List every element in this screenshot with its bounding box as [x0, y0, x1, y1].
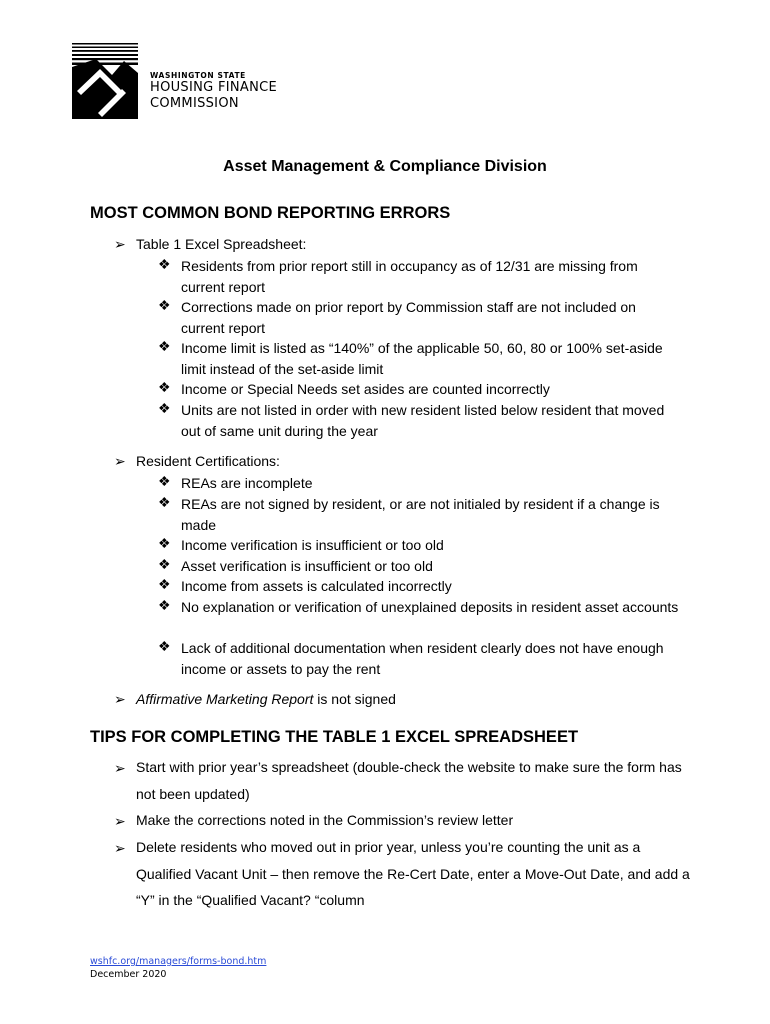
- logo-line-3: COMMISSION: [150, 96, 239, 111]
- arrow-bullet-icon: ➢: [114, 236, 126, 252]
- report-status: is not signed: [313, 691, 396, 707]
- list-item-label: [136, 691, 396, 707]
- diamond-bullet-icon: ❖: [158, 379, 171, 395]
- sub-list-text: Units are not listed in order with new resident listed below resident that moved out of same unit during the year: [181, 402, 665, 439]
- logo-line-2: HOUSING FINANCE: [150, 80, 277, 95]
- tip-text: Delete residents who moved out in prior year, unless you’re counting the unit as a Qualified Vacant Unit – then remove the Re-Cert Date, enter a Move-Out Date, and add a “Y” in the “Qualified Vacant? “column: [136, 839, 690, 908]
- sub-list-text: Corrections made on prior report by Commission staff are not included on current report: [181, 299, 636, 336]
- diamond-bullet-icon: ❖: [158, 556, 171, 572]
- sub-list-text: No explanation or verification of unexplained deposits in resident asset accounts: [181, 599, 679, 615]
- report-name: Affirmative Marketing Report: [136, 691, 314, 707]
- diamond-bullet-icon: ❖: [158, 638, 171, 654]
- list-item-label: Table 1 Excel Spreadsheet:: [136, 236, 307, 252]
- wshfc-logo: [72, 43, 302, 121]
- arrow-bullet-icon: ➢: [114, 453, 126, 469]
- arrow-bullet-icon: ➢: [114, 813, 126, 829]
- diamond-bullet-icon: ❖: [158, 297, 171, 313]
- arrow-bullet-icon: ➢: [114, 691, 126, 707]
- sub-list-text: REAs are incomplete: [181, 475, 313, 491]
- sub-list-text: Residents from prior report still in occupancy as of 12/31 are missing from current report: [181, 258, 638, 295]
- sub-list-text: Asset verification is insufficient or too old: [181, 558, 433, 574]
- arrow-bullet-icon: ➢: [114, 840, 126, 856]
- footer: [90, 955, 266, 981]
- tip-text: Start with prior year’s spreadsheet (double-check the website to make sure the form has not been updated): [136, 759, 682, 802]
- sub-list-text: REAs are not signed by resident, or are not initialed by resident if a change is made: [181, 496, 660, 533]
- diamond-bullet-icon: ❖: [158, 535, 171, 551]
- section-heading-tips: TIPS FOR COMPLETING THE TABLE 1 EXCEL SPREADSHEET: [90, 728, 579, 746]
- diamond-bullet-icon: ❖: [158, 597, 171, 613]
- tip-text: Make the corrections noted in the Commission’s review letter: [136, 812, 514, 828]
- diamond-bullet-icon: ❖: [158, 400, 171, 416]
- section-heading-errors: MOST COMMON BOND REPORTING ERRORS: [90, 204, 451, 222]
- diamond-bullet-icon: ❖: [158, 256, 171, 272]
- sub-list-text: Income or Special Needs set asides are counted incorrectly: [181, 381, 550, 397]
- sub-list-text: Income limit is listed as “140%” of the applicable 50, 60, 80 or 100% set-aside limit instead of the set-aside limit: [181, 340, 663, 377]
- logo-line-1: WASHINGTON STATE: [150, 71, 246, 80]
- sub-list-text: Income from assets is calculated incorrectly: [181, 578, 452, 594]
- sub-list-text: Income verification is insufficient or too old: [181, 537, 444, 553]
- diamond-bullet-icon: ❖: [158, 494, 171, 510]
- list-item-label: Resident Certifications:: [136, 453, 280, 469]
- diamond-bullet-icon: ❖: [158, 473, 171, 489]
- diamond-bullet-icon: ❖: [158, 338, 171, 354]
- arrow-bullet-icon: ➢: [114, 760, 126, 776]
- forms-link[interactable]: wshfc.org/managers/forms-bond.htm: [90, 956, 267, 967]
- division-title: Asset Management & Compliance Division: [223, 158, 547, 175]
- mountain-logo-icon: [72, 43, 142, 119]
- sub-list-text: Lack of additional documentation when resident clearly does not have enough income or assets to pay the rent: [181, 640, 664, 677]
- diamond-bullet-icon: ❖: [158, 576, 171, 592]
- footer-date: December 2020: [90, 969, 167, 980]
